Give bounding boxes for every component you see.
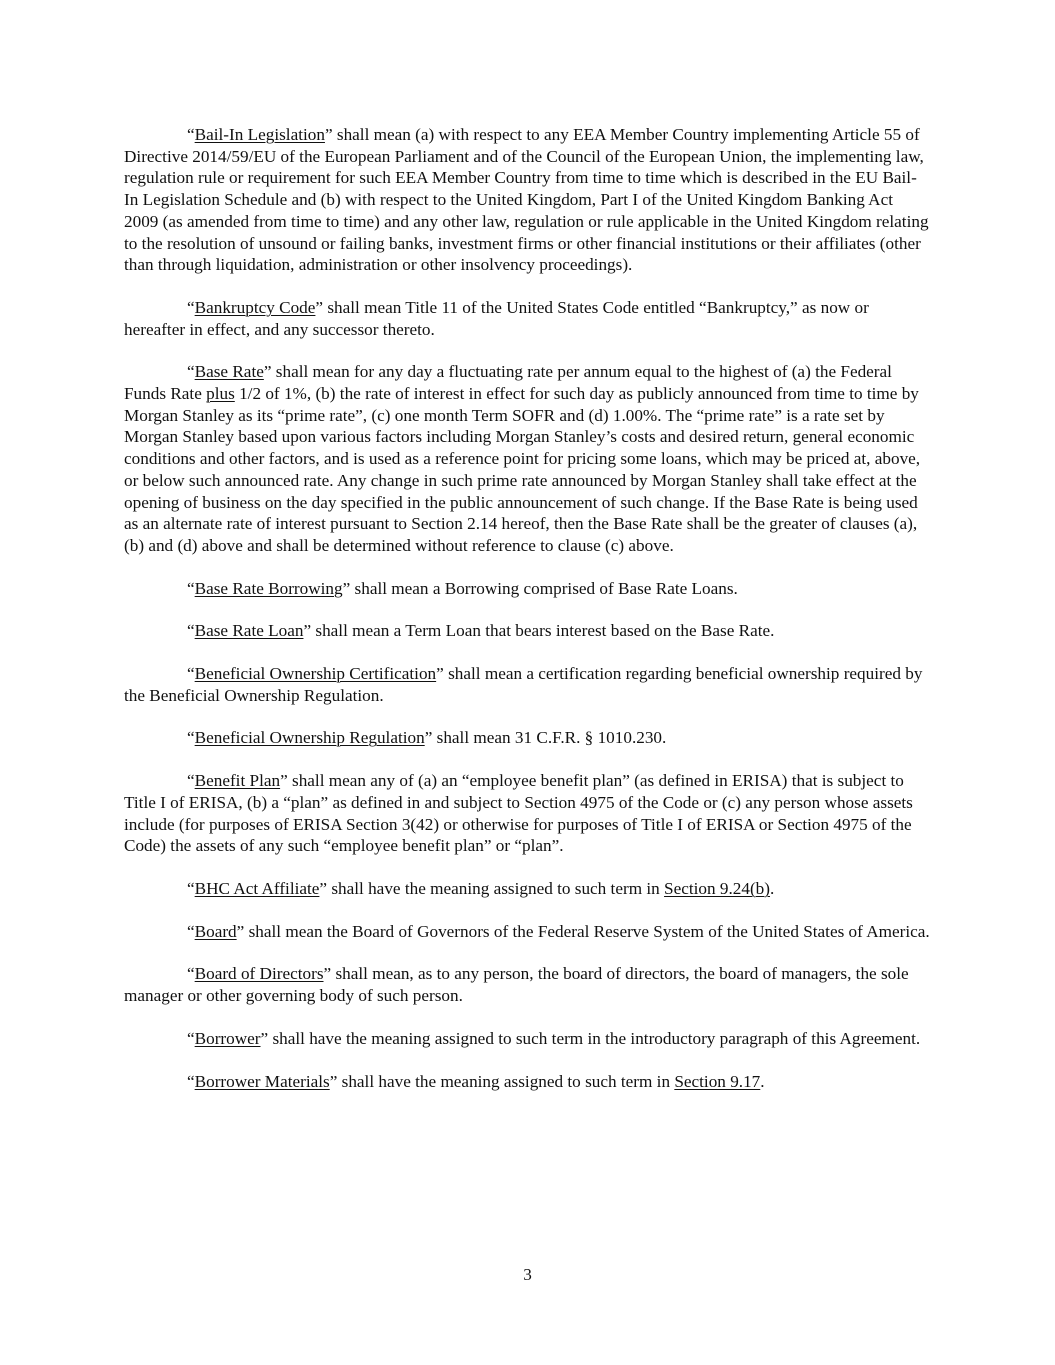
definition-text: ” shall mean for any day a fluctuating rate per annum equal to the highest of (a) the Federal Funds Rate [124,362,892,404]
defined-term: Board [194,921,237,941]
definition-text: ” shall mean a certification regarding beneficial ownership required by the Beneficial Ownership Regulation. [124,664,923,705]
definition-borrower: “Borrower” shall have the meaning assigned to such term in the introductory paragraph of this Agreement. [187,1028,921,1048]
definition-base-rate-borrowing: “Base Rate Borrowing” shall mean a Borrowing comprised of Base Rate Loans. [187,578,738,598]
definition-base-rate-loan: “Base Rate Loan” shall mean a Term Loan that bears interest based on the Base Rate. [187,621,775,641]
definition-text: ” shall mean a Term Loan that bears interest based on the Base Rate. [303,621,775,641]
definition-text: ” shall have the meaning assigned to such term in [319,878,665,898]
definition-text: ” shall mean any of (a) an “employee benefit plan” (as defined in ERISA) that is subject to Title I of ERISA, (b) a “plan” as defined in and subject to Section 4975 of the Code or (c) any person whose assets include (for purposes of ERISA Section 3(42) or otherwise for purposes of Title I of ERISA or Section 4975 of the Code) the assets of any such “employee benefit plan” or “plan”. [124,771,913,856]
defined-term: Base Rate Loan [194,621,304,641]
defined-term: Base Rate [194,362,264,382]
defined-term: Borrower [194,1028,261,1048]
defined-term: Bankruptcy Code [194,297,316,317]
definition-text: ” shall mean a Borrowing comprised of Base Rate Loans. [342,578,738,598]
definition-beneficial-ownership-certification: “Beneficial Ownership Certification” shall mean a certification regarding beneficial ownership required by the Beneficial Ownership Regulation. [124,664,923,705]
defined-term: Board of Directors [194,964,324,984]
definition-text: 1/2 of 1%, (b) the rate of interest in effect for such day as publicly announced from time to time by Morgan Stanley as its “prime rate”, (c) one month Term SOFR and (d) 1.00%. The “prime rate” is a rate set by Morgan Stanley based upon various factors including Morgan Stanley’s costs and desired return, general economic conditions and other factors, and is used as a reference point for pricing some loans, which may be priced at, above, or below such announced rate. Any change in such prime rate announced by Morgan Stanley shall take effect at the opening of business on the day specified in the public announcement of such change. If the Base Rate is being used as an alternate rate of interest pursuant to Section 2.14 hereof, then the Base Rate shall be the greater of clauses (a), (b) and (d) above and shall be determined without reference to clause (c) above. [124,384,921,555]
page-number: 3 [523,1265,532,1284]
definition-bhc-act-affiliate: “BHC Act Affiliate” shall have the meaning assigned to such term in Section 9.24(b). [187,878,775,898]
definition-text: ” shall have the meaning assigned to such term in [329,1071,675,1091]
defined-term: Beneficial Ownership Regulation [194,728,425,748]
definition-bankruptcy-code: “Bankruptcy Code” shall mean Title 11 of the United States Code entitled “Bankruptcy,” as now or hereafter in effect, and any successor thereto. [124,297,869,339]
definition-text: ” shall mean, as to any person, the board of directors, the board of managers, the sole manager or other governing body of such person. [124,964,909,1006]
definition-board-of-directors: “Board of Directors” shall mean, as to any person, the board of directors, the board of managers, the sole manager or other governing body of such person. [124,964,909,1006]
defined-term: Borrower Materials [194,1071,330,1091]
section-reference: Section 9.24(b) [664,878,771,898]
definition-bail-in-legislation: “Bail-In Legislation” shall mean (a) with respect to any EEA Member Country implementing Article 55 of Directive 2014/59/EU of the European Parliament and of the Council of the European Union, the implementing law, regulation rule or requirement for such EEA Member Country from time to time which is described in the EU Bail-In Legislation Schedule and (b) with respect to the United Kingdom, Part I of the United Kingdom Banking Act 2009 (as amended from time to time) and any other law, regulation or rule applicable in the United Kingdom relating to the resolution of unsound or failing banks, investment firms or other financial institutions or their affiliates (other than through liquidation, administration or other insolvency proceedings). [124,125,929,275]
definition-text: ” shall mean (a) with respect to any EEA Member Country implementing Article 55 of Directive 2014/59/EU of the European Parliament and of the Council of the European Union, the implementing law, regulation rule or requirement for such EEA Member Country from time to time which is described in the EU Bail-In Legislation Schedule and (b) with respect to the United Kingdom, Part I of the United Kingdom Banking Act 2009 (as amended from time to time) and any other law, regulation or rule applicable in the United Kingdom relating to the resolution of unsound or failing banks, investment firms or other financial institutions or their affiliates (other than through liquidation, administration or other insolvency proceedings). [124,125,929,275]
definition-board: “Board” shall mean the Board of Governors of the Federal Reserve System of the United States of America. [187,921,930,941]
emphasized-word: plus [206,384,235,404]
definition-text: ” shall mean the Board of Governors of the Federal Reserve System of the United States of America. [236,921,930,941]
definition-beneficial-ownership-regulation: “Beneficial Ownership Regulation” shall mean 31 C.F.R. § 1010.230. [187,728,667,748]
document-page [124,124,930,1113]
section-reference: Section 9.17 [674,1071,761,1091]
defined-term: Bail-In Legislation [194,125,325,144]
definition-borrower-materials: “Borrower Materials” shall have the meaning assigned to such term in Section 9.17. [187,1071,765,1091]
definition-text: ” shall mean 31 C.F.R. § 1010.230. [424,728,667,748]
defined-term: Base Rate Borrowing [194,578,343,598]
defined-term: BHC Act Affiliate [194,878,320,898]
defined-term: Benefit Plan [194,771,281,791]
definition-text: ” shall have the meaning assigned to such term in the introductory paragraph of this Agreement. [260,1028,921,1048]
defined-term: Beneficial Ownership Certification [194,664,437,684]
definition-benefit-plan: “Benefit Plan” shall mean any of (a) an “employee benefit plan” (as defined in ERISA) that is subject to Title I of ERISA, (b) a “plan” as defined in and subject to Section 4975 of the Code or (c) any person whose assets include (for purposes of ERISA Section 3(42) or otherwise for purposes of Title I of ERISA or Section 4975 of the Code) the assets of any such “employee benefit plan” or “plan”. [124,771,913,856]
definition-base-rate: “Base Rate” shall mean for any day a fluctuating rate per annum equal to the highest of (a) the Federal Funds Rate plus 1/2 of 1%, (b) the rate of interest in effect for such day as publicly announced from time to time by Morgan Stanley as its “prime rate”, (c) one month Term SOFR and (d) 1.00%. The “prime rate” is a rate set by Morgan Stanley based upon various factors including Morgan Stanley’s costs and desired return, general economic conditions and other factors, and is used as a reference point for pricing some loans, which may be priced at, above, or below such announced rate. Any change in such prime rate announced by Morgan Stanley shall take effect at the opening of business on the day specified in the public announcement of such change. If the Base Rate is being used as an alternate rate of interest pursuant to Section 2.14 hereof, then the Base Rate shall be the greater of clauses (a), (b) and (d) above and shall be determined without reference to clause (c) above. [124,362,921,555]
definition-text: ” shall mean Title 11 of the United States Code entitled “Bankruptcy,” as now or hereafter in effect, and any successor thereto. [124,297,869,339]
